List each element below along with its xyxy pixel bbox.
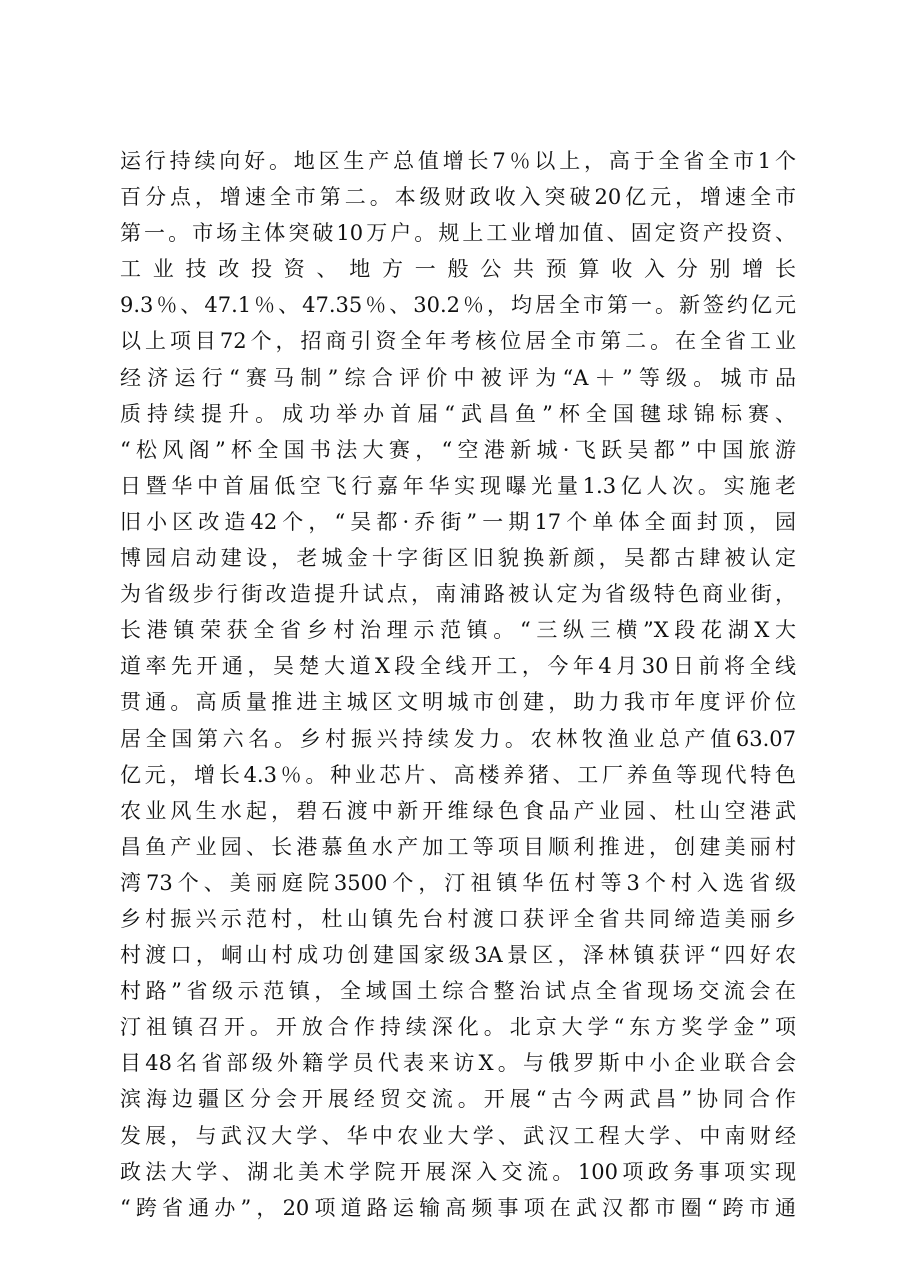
text-line: 长港镇荣获全省乡村治理示范镇。“三纵三横”X段花湖X大 <box>120 618 796 643</box>
text-line: “跨省通办”，20项道路运输高频事项在武汉都市圈“跨市通 <box>120 1195 796 1220</box>
text-line: 村路”省级示范镇，全域国土综合整治试点全省现场交流会在 <box>120 979 796 1004</box>
text-line: 村渡口，峒山村成功创建国家级3A景区，泽林镇获评“四好农 <box>120 943 796 968</box>
text-line: 发展，与武汉大学、华中农业大学、武汉工程大学、中南财经 <box>120 1123 796 1148</box>
text-line: 百分点，增速全市第二。本级财政收入突破20亿元，增速全市 <box>120 185 796 210</box>
text-line: 第一。市场主体突破10万户。规上工业增加值、固定资产投资、 <box>120 221 796 246</box>
text-line: 博园启动建设，老城金十字街区旧貌换新颜，吴都古肆被认定 <box>120 546 796 571</box>
text-line: 以上项目72个，招商引资全年考核位居全市第二。在全省工业 <box>120 329 796 354</box>
text-line: 运行持续向好。地区生产总值增长7％以上，高于全省全市1个 <box>120 149 796 173</box>
body-text <box>120 143 796 1226</box>
text-line: “松风阁”杯全国书法大赛，“空港新城·飞跃吴都”中国旅游 <box>120 437 796 462</box>
text-line: 质持续提升。成功举办首届“武昌鱼”杯全国毽球锦标赛、 <box>120 401 796 426</box>
text-line: 经济运行“赛马制”综合评价中被评为“A＋”等级。城市品 <box>120 365 796 390</box>
text-line: 日暨华中首届低空飞行嘉年华实现曝光量1.3亿人次。实施老 <box>120 473 796 498</box>
text-line: 汀祖镇召开。开放合作持续深化。北京大学“东方奖学金”项 <box>120 1015 796 1040</box>
text-line: 为省级步行街改造提升试点，南浦路被认定为省级特色商业街， <box>120 582 796 607</box>
text-line: 贯通。高质量推进主城区文明城市创建，助力我市年度评价位 <box>120 690 796 715</box>
text-line: 居全国第六名。乡村振兴持续发力。农林牧渔业总产值63.07 <box>120 726 796 751</box>
text-line: 滨海边疆区分会开展经贸交流。开展“古今两武昌”协同合作 <box>120 1087 796 1112</box>
text-line: 政法大学、湖北美术学院开展深入交流。100项政务事项实现 <box>120 1159 796 1184</box>
text-line: 道率先开通，吴楚大道X段全线开工，今年4月30日前将全线 <box>120 654 796 679</box>
text-line: 9.3％、47.1％、47.35％、30.2％，均居全市第一。新签约亿元 <box>120 293 796 318</box>
text-line: 目48名省部级外籍学员代表来访X。与俄罗斯中小企业联合会 <box>120 1051 796 1076</box>
text-line: 湾73个、美丽庭院3500个，汀祖镇华伍村等3个村入选省级 <box>120 870 796 895</box>
text-line: 旧小区改造42个，“吴都·乔街”一期17个单体全面封顶，园 <box>120 509 796 534</box>
text-line: 农业风生水起，碧石渡中新开维绿色食品产业园、杜山空港武 <box>120 798 796 823</box>
text-line: 亿元，增长4.3％。种业芯片、高楼养猪、工厂养鱼等现代特色 <box>120 762 796 787</box>
text-line: 乡村振兴示范村，杜山镇先台村渡口获评全省共同缔造美丽乡 <box>120 906 796 931</box>
text-line: 昌鱼产业园、长港慕鱼水产加工等项目顺利推进，创建美丽村 <box>120 834 796 859</box>
text-line: 工 业 技 改 投 资 、 地 方 一 般 公 共 预 算 收 入 分 别 增 长 <box>120 257 796 282</box>
